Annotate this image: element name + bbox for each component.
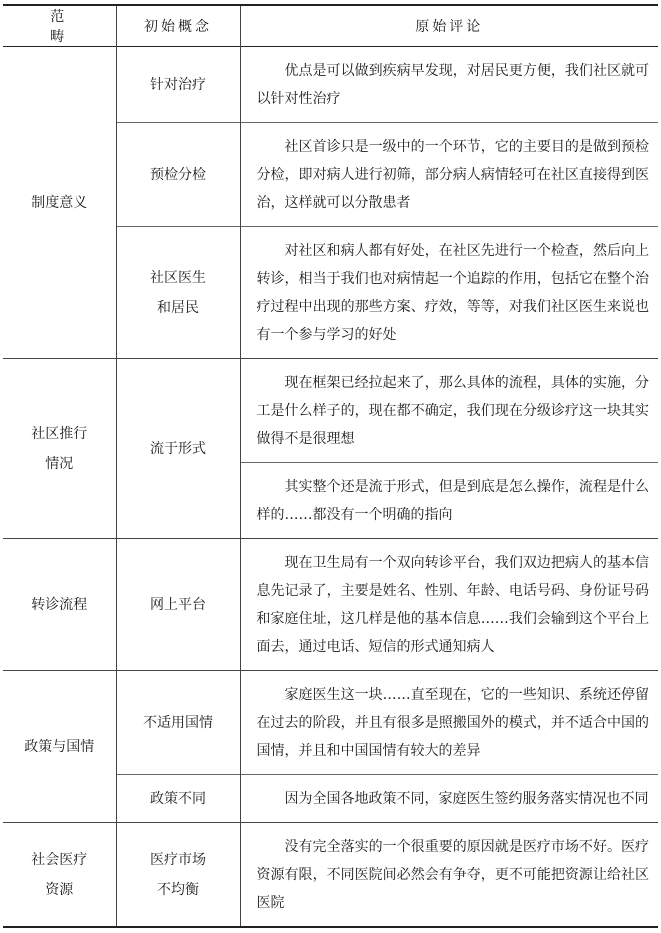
header-category: 范 畴 (3, 5, 116, 47)
comment-cell: 其实整个还是流于形式，但是到底是怎么操作，流程是什么样的……都没有一个明确的指向 (256, 479, 649, 523)
category-cell: 转诊流程 (3, 539, 116, 671)
category-cell: 社区推行 情况 (3, 359, 116, 539)
concept-cell: 针对治疗 (116, 47, 240, 123)
concept-cell: 社区医生 和居民 (116, 227, 240, 359)
table-row (3, 47, 658, 123)
concept-cell: 预检分检 (116, 123, 240, 227)
concept-cell: 不适用国情 (116, 671, 240, 775)
comment-cell: 因为全国各地政策不同，家庭医生签约服务落实情况也不同 (284, 791, 649, 807)
header-row (3, 5, 658, 47)
category-cell: 社会医疗 资源 (3, 823, 116, 928)
table-row (3, 539, 658, 671)
comment-cell: 现在框架已经拉起来了，那么具体的流程，具体的实施，分工是什么样子的，现在都不确定，我们现在分级诊疗这一块其实做得不是很理想 (256, 375, 649, 447)
interview-coding-table (3, 4, 658, 928)
table-row (3, 359, 658, 463)
header-original-comment: 原始评论 (415, 19, 484, 35)
comment-cell: 现在卫生局有一个双向转诊平台，我们双边把病人的基本信息先记录了，主要是姓名、性别、年龄、电话号码、身份证号码和家庭住址，这几样是他的基本信息……我们会输到这个平台上面去，通过电话、短信的形式通知病人 (256, 555, 649, 655)
table-row (3, 823, 658, 928)
comment-cell: 对社区和病人都有好处，在社区先进行一个检查，然后向上转诊，相当于我们也对病情起一个追踪的作用，包括它在整个治疗过程中出现的那些方案、疗效，等等，对我们社区医生来说也有一个参与学习的好处 (256, 243, 649, 343)
comment-cell: 社区首诊只是一级中的一个环节，它的主要目的是做到预检分检，即对病人进行初筛，部分病人病情轻可在社区直接得到医治，这样就可以分散患者 (256, 139, 649, 211)
category-cell: 制度意义 (3, 47, 116, 359)
concept-cell: 流于形式 (116, 359, 240, 539)
comment-cell: 没有完全落实的一个很重要的原因就是医疗市场不好。医疗资源有限，不同医院间必然会有争夺，更不可能把资源让给社区医院 (256, 839, 649, 911)
table-row (3, 671, 658, 775)
concept-cell: 医疗市场 不均衡 (116, 823, 240, 928)
concept-cell: 政策不同 (116, 775, 240, 823)
comment-cell: 优点是可以做到疾病早发现，对居民更方便，我们社区就可以针对性治疗 (256, 63, 649, 107)
header-initial-concept: 初始概念 (116, 5, 240, 47)
category-cell: 政策与国情 (3, 671, 116, 823)
comment-cell: 家庭医生这一块……直至现在，它的一些知识、系统还停留在过去的阶段，并且有很多是照搬国外的模式，并不适合中国的国情，并且和中国国情有较大的差异 (256, 687, 649, 759)
concept-cell: 网上平台 (116, 539, 240, 671)
